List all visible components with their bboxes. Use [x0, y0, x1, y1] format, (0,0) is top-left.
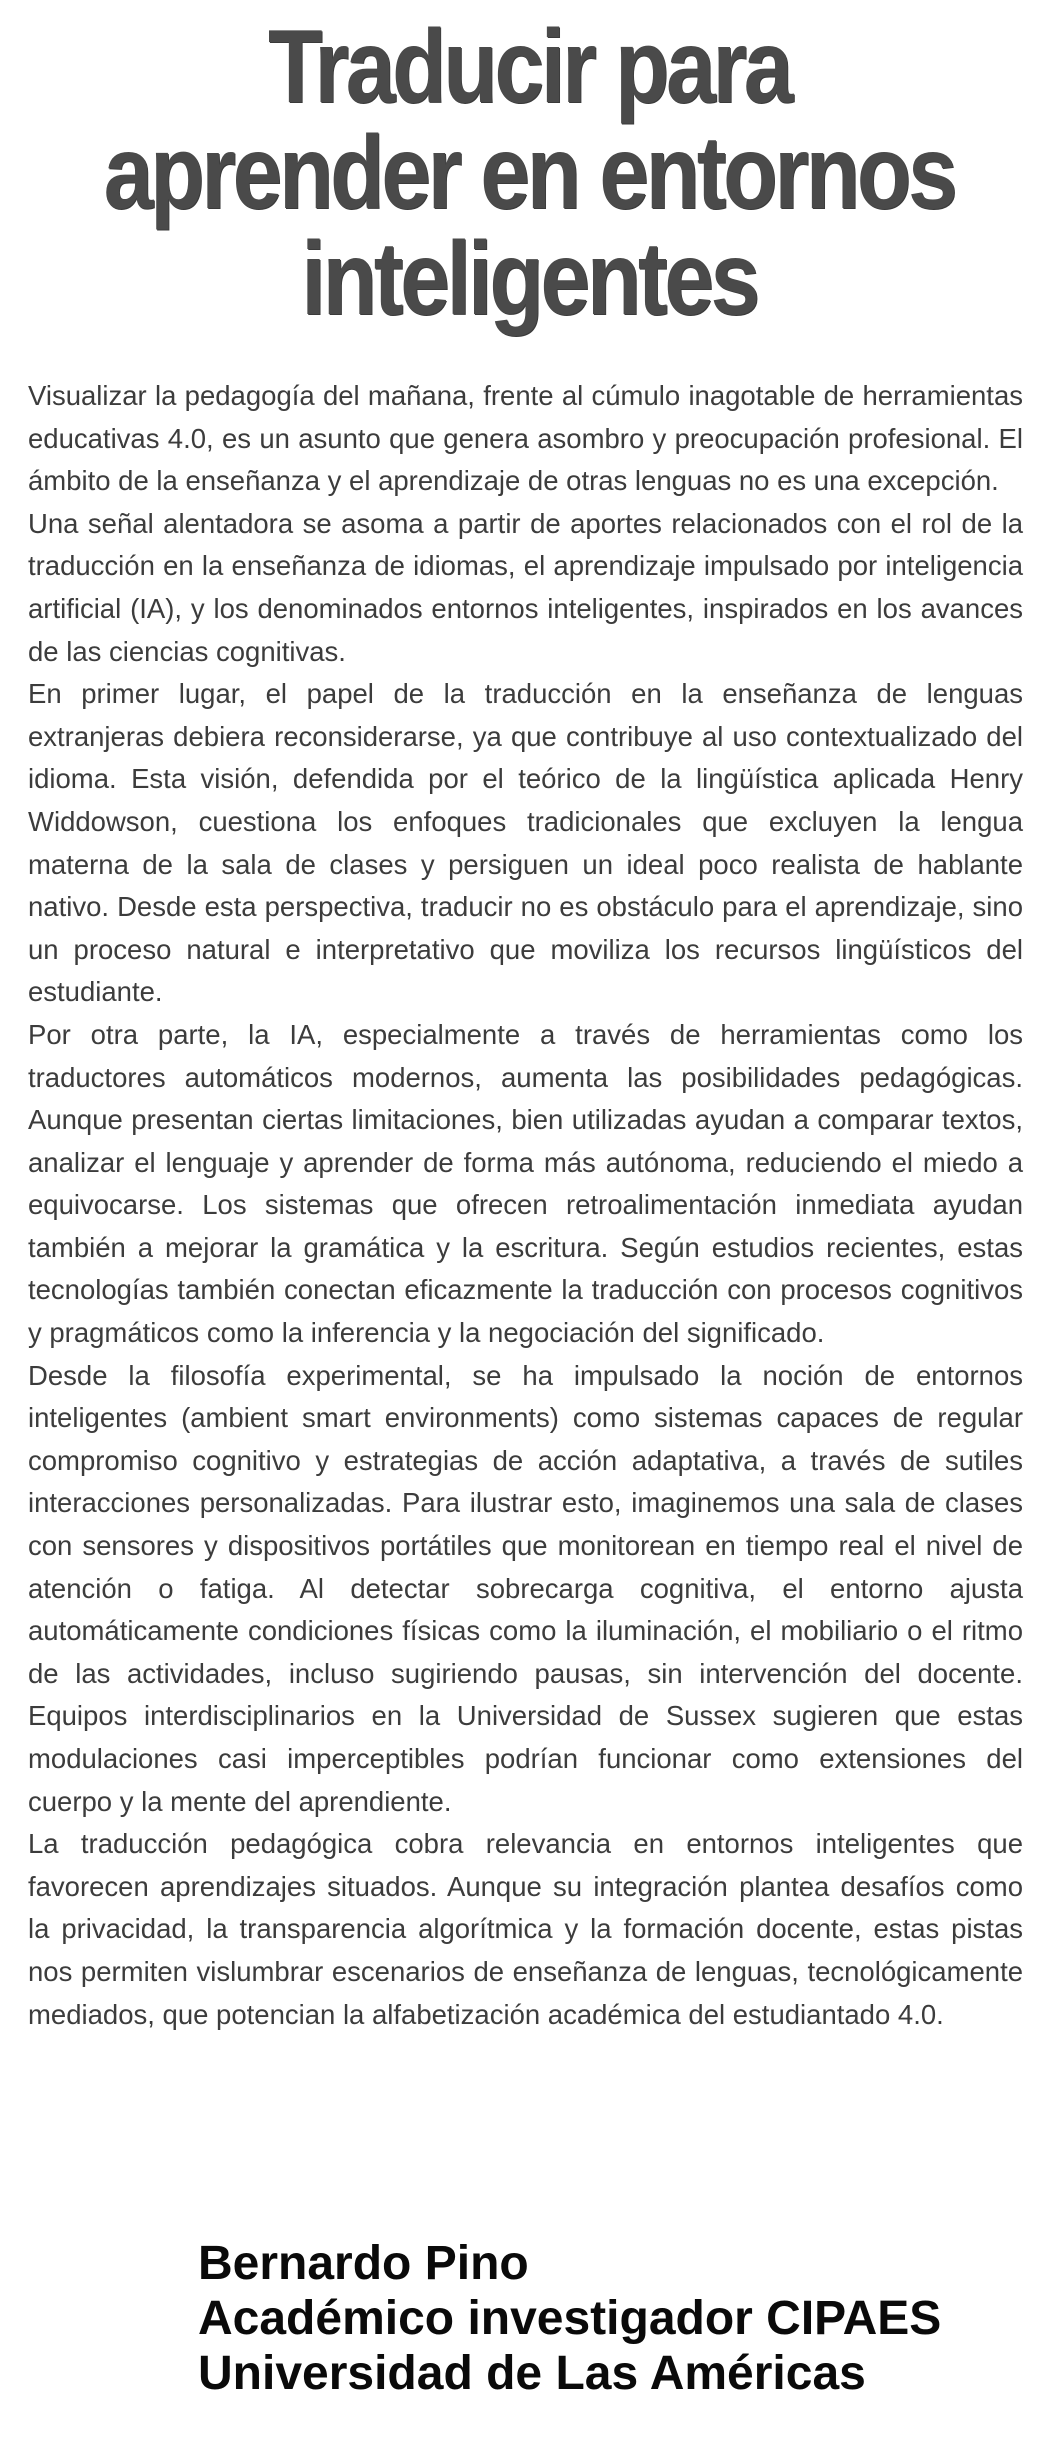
author-name: Bernardo Pino	[198, 2237, 529, 2290]
paragraph: La traducción pedagógica cobra relevancia en entornos inteligentes que favorecen aprendizajes situados. Aunque su integración plantea desafíos como la privacidad, la transparencia algorítmica y la formación docente, estas pistas nos permiten vislumbrar escenarios de enseñanza de lenguas, tecnológicamente mediados, que potencian la alfabetización académica del estudiantado 4.0.	[28, 1828, 1023, 2030]
title-line: Traducir para	[268, 9, 790, 125]
title-line: aprender en entornos	[103, 115, 955, 231]
article-title	[74, 9, 984, 337]
author-role: Académico investigador CIPAES	[198, 2292, 942, 2345]
paragraph: Por otra parte, la IA, especialmente a través de herramientas como los traductores automáticos modernos, aumenta las posibilidades pedagógicas. Aunque presentan ciertas limitaciones, bien utilizadas ayudan a comparar textos, analizar el lenguaje y aprender de forma más autónoma, reduciendo el miedo a equivocarse. Los sistemas que ofrecen retroalimentación inmediata ayudan también a mejorar la gramática y la escritura. Según estudios recientes, estas tecnologías también conectan eficazmente la traducción con procesos cognitivos y pragmáticos como la inferencia y la negociación del significado.	[28, 1018, 1023, 1349]
title-line: inteligentes	[301, 221, 757, 337]
paragraph: Desde la filosofía experimental, se ha impulsado la noción de entornos inteligentes (ambient smart environments) como sistemas capaces de regular compromiso cognitivo y estrategias de acción adaptativa, a través de sutiles interacciones personalizadas. Para ilustrar esto, imaginemos una sala de clases con sensores y dispositivos portátiles que monitorean en tiempo real el nivel de atención o fatiga. Al detectar sobrecarga cognitiva, el entorno ajusta automáticamente condiciones físicas como la iluminación, el mobiliario o el ritmo de las actividades, incluso sugiriendo pausas, sin intervención del docente. Equipos interdisciplinarios en la Universidad de Sussex sugieren que estas modulaciones casi imperceptibles podrían funcionar como extensiones del cuerpo y la mente del aprendiente.	[28, 1359, 1023, 1817]
author-institution: Universidad de Las Américas	[198, 2347, 866, 2400]
author-signature	[198, 2236, 1038, 2401]
paragraph: En primer lugar, el papel de la traducción en la enseñanza de lenguas extranjeras debiera reconsiderarse, ya que contribuye al uso contextualizado del idioma. Esta visión, defendida por el teórico de la lingüística aplicada Henry Widdowson, cuestiona los enfoques tradicionales que excluyen la lengua materna de la sala de clases y persiguen un ideal poco realista de hablante nativo. Desde esta perspectiva, traducir no es obstáculo para el aprendizaje, sino un proceso natural e interpretativo que moviliza los recursos lingüísticos del estudiante.	[28, 678, 1023, 1008]
paragraph: Visualizar la pedagogía del mañana, frente al cúmulo inagotable de herramientas educativas 4.0, es un asunto que genera asombro y preocupación profesional. El ámbito de la enseñanza y el aprendizaje de otras lenguas no es una excepción.	[28, 380, 1023, 497]
paragraph: Una señal alentadora se asoma a partir de aportes relacionados con el rol de la traducción en la enseñanza de idiomas, el aprendizaje impulsado por inteligencia artificial (IA), y los denominados entornos inteligentes, inspirados en los avances de las ciencias cognitivas.	[28, 507, 1023, 667]
article-body	[28, 375, 1023, 2036]
